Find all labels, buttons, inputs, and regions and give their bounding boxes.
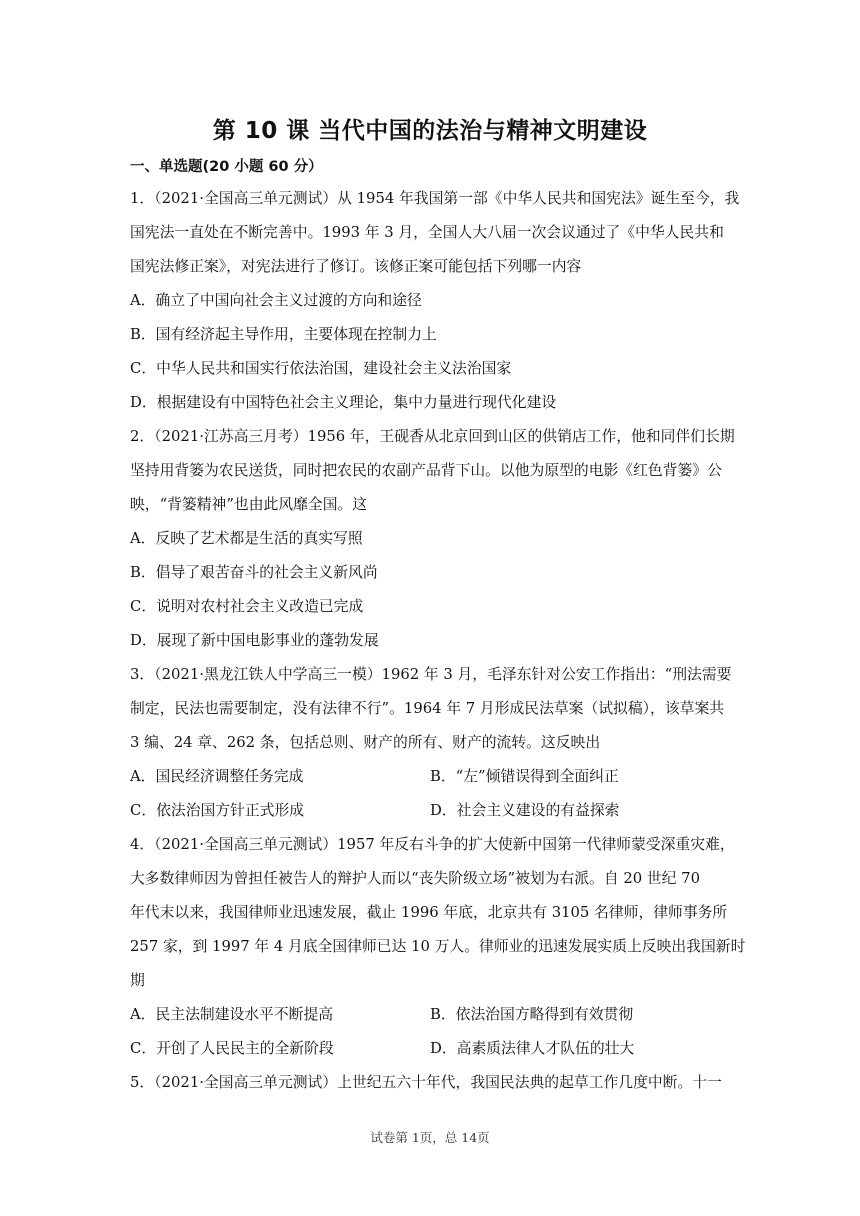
q2-stem-line: 坚持用背篓为农民送货，同时把农民的农副产品背下山。以他为原型的电影《红色背篓》公 — [130, 462, 722, 479]
q4-option-c[interactable]: C．开创了人民民主的全新阶段 — [130, 1040, 334, 1057]
q3-stem-line: 3 编、24 章、262 条，包括总则、财产的所有、财产的流转。这反映出 — [130, 734, 601, 751]
q4-stem-line: 4．（2021·全国高三单元测试）1957 年反右斗争的扩大使新中国第一代律师蒙受深重灾难， — [130, 836, 735, 853]
q1-option-c[interactable]: C．中华人民共和国实行依法治国，建设社会主义法治国家 — [130, 360, 512, 377]
q2-option-c[interactable]: C．说明对农村社会主义改造已完成 — [130, 598, 364, 615]
q1-option-a[interactable]: A．确立了中国向社会主义过渡的方向和途径 — [130, 292, 422, 309]
q2-option-a[interactable]: A．反映了艺术都是生活的真实写照 — [130, 530, 363, 547]
page-footer: 试卷第 1页，总 14页 — [370, 1130, 490, 1145]
q4-stem-line: 期 — [130, 972, 145, 989]
q3-option-a[interactable]: A．国民经济调整任务完成 — [130, 768, 304, 785]
q4-stem-line: 大多数律师因为曾担任被告人的辩护人而以“丧失阶级立场”被划为右派。自 20 世纪 70 — [130, 870, 700, 887]
q4-option-b[interactable]: B．依法治国方略得到有效贯彻 — [430, 1006, 634, 1023]
q3-stem-line: 3．（2021·黑龙江铁人中学高三一模）1962 年 3 月，毛泽东针对公安工作指出：“刑法需要 — [130, 666, 732, 683]
page-title: 第 10 课 当代中国的法治与精神文明建设 — [212, 118, 648, 144]
q1-option-d[interactable]: D．根据建设有中国特色社会主义理论，集中力量进行现代化建设 — [130, 394, 557, 411]
q4-stem-line: 257 家，到 1997 年 4 月底全国律师已达 10 万人。律师业的迅速发展实质上反映出我国新时 — [130, 938, 746, 955]
section-heading: 一、单选题(20 小题 60 分） — [130, 159, 323, 175]
q4-option-d[interactable]: D．高素质法律人才队伍的壮大 — [430, 1040, 635, 1057]
q3-stem-line: 制定，民法也需要制定，没有法律不行”。1964 年 7 月形成民法草案（试拟稿），该草案共 — [130, 700, 725, 717]
q1-stem-line: 国宪法修正案》，对宪法进行了修订。该修正案可能包括下列哪一内容 — [130, 258, 582, 275]
q2-stem-line: 映，“背篓精神”也由此风靡全国。这 — [130, 496, 368, 513]
q2-option-b[interactable]: B．倡导了艰苦奋斗的社会主义新风尚 — [130, 564, 378, 581]
q1-stem-line: 国宪法一直处在不断完善中。1993 年 3 月，全国人大八届一次会议通过了《中华人民共和 — [130, 224, 724, 241]
q5-stem-line: 5．（2021·全国高三单元测试）上世纪五六十年代，我国民法典的起草工作几度中断。十一 — [130, 1074, 722, 1091]
q4-stem-line: 年代末以来，我国律师业迅速发展，截止 1996 年底，北京共有 3105 名律师，律师事务所 — [130, 904, 728, 921]
q1-option-b[interactable]: B．国有经济起主导作用，主要体现在控制力上 — [130, 326, 437, 343]
q1-stem-line: 1．（2021·全国高三单元测试）从 1954 年我国第一部《中华人民共和国宪法》诞生至今，我 — [130, 190, 740, 207]
q4-option-a[interactable]: A．民主法制建设水平不断提高 — [130, 1006, 334, 1023]
q2-option-d[interactable]: D．展现了新中国电影事业的蓬勃发展 — [130, 632, 379, 649]
q2-stem-line: 2．（2021·江苏高三月考）1956 年，王砚香从北京回到山区的供销店工作，他和同伴们长期 — [130, 428, 735, 445]
q3-option-b[interactable]: B．“左”倾错误得到全面纠正 — [430, 768, 619, 785]
q3-option-d[interactable]: D．社会主义建设的有益探索 — [430, 802, 620, 819]
q3-option-c[interactable]: C．依法治国方针正式形成 — [130, 802, 305, 819]
